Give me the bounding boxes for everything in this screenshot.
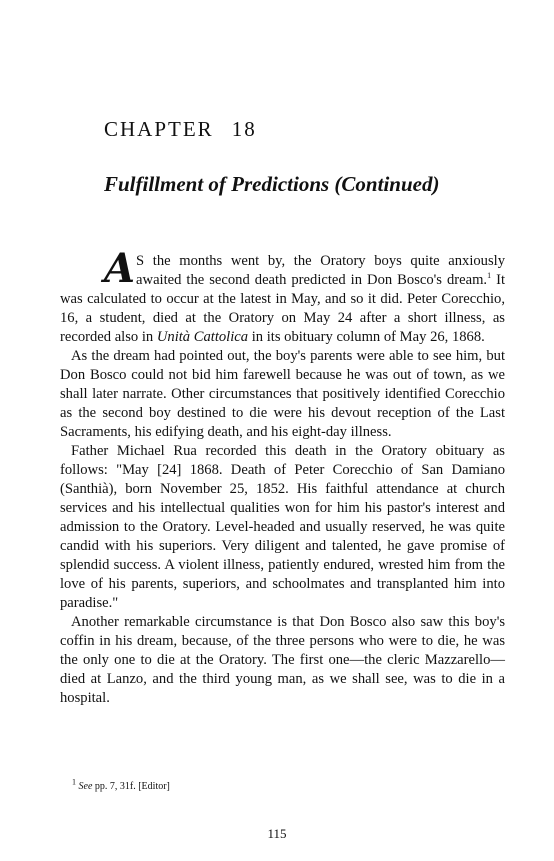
footnote: [72, 777, 170, 792]
page-number: 115: [267, 826, 287, 841]
paragraph-1-text-b: It was calculated to occur at the latest in May, and so it did. Peter Corecchio, 16, a student, died at the Oratory on May 24 after a short illness, as recorded also in: [60, 272, 505, 345]
paragraph-1-text-c: in its obituary column of May 26, 1868.: [248, 329, 485, 345]
chapter-number: 18: [231, 117, 257, 141]
footnote-text: pp. 7, 31f. [Editor]: [92, 781, 170, 792]
drop-cap: A: [104, 245, 136, 292]
chapter-heading: [104, 117, 257, 142]
chapter-label: CHAPTER: [104, 117, 214, 141]
newspaper-name: Unità Cattolica: [156, 329, 249, 345]
footnote-mark: 1: [72, 777, 76, 787]
body-text: [60, 245, 505, 708]
paragraph-2: As the dream had pointed out, the boy's parents were able to see him, but Don Bosco could not bid him farewell because he was out of town, as we shall later narrate. Other circumstances that positively identified Corecchio as the second boy destined to die were his devout reception of the Last Sacraments, his edifying death, and his eight-day illness.: [60, 348, 505, 440]
paragraph-3: Father Michael Rua recorded this death in the Oratory obituary as follows: "May [24] 1868. Death of Peter Corecchio of San Damiano (Santhià), born November 25, 1852. His faithful attendance at church services and his intellectual qualities won for him his pastor's interest and admission to the Oratory. Level-headed and usually reserved, he was quite candid with his superiors. Very diligent and talented, he gave promise of splendid success. A violent illness, patiently endured, wrested him from the love of his parents, superiors, and schoolmates and transplanted him into paradise.": [60, 443, 505, 611]
chapter-title: Fulfillment of Predictions (Continued): [104, 172, 440, 196]
paragraph-1-text-a: S the months went by, the Oratory boys quite anxiously awaited the second death predicted in Don Bosco's dream.: [136, 253, 505, 288]
paragraph-1: [60, 245, 505, 347]
footnote-see: See: [78, 781, 93, 792]
paragraph-4: Another remarkable circumstance is that Don Bosco also saw this boy's coffin in his dream, because, of the three persons who were to die, he was the only one to die at the Oratory. The first one—the cleric Mazzarello—died at Lanzo, and the third young man, as we shall see, was to die in a hospital.: [60, 614, 505, 706]
footnote-reference: 1: [487, 271, 492, 281]
